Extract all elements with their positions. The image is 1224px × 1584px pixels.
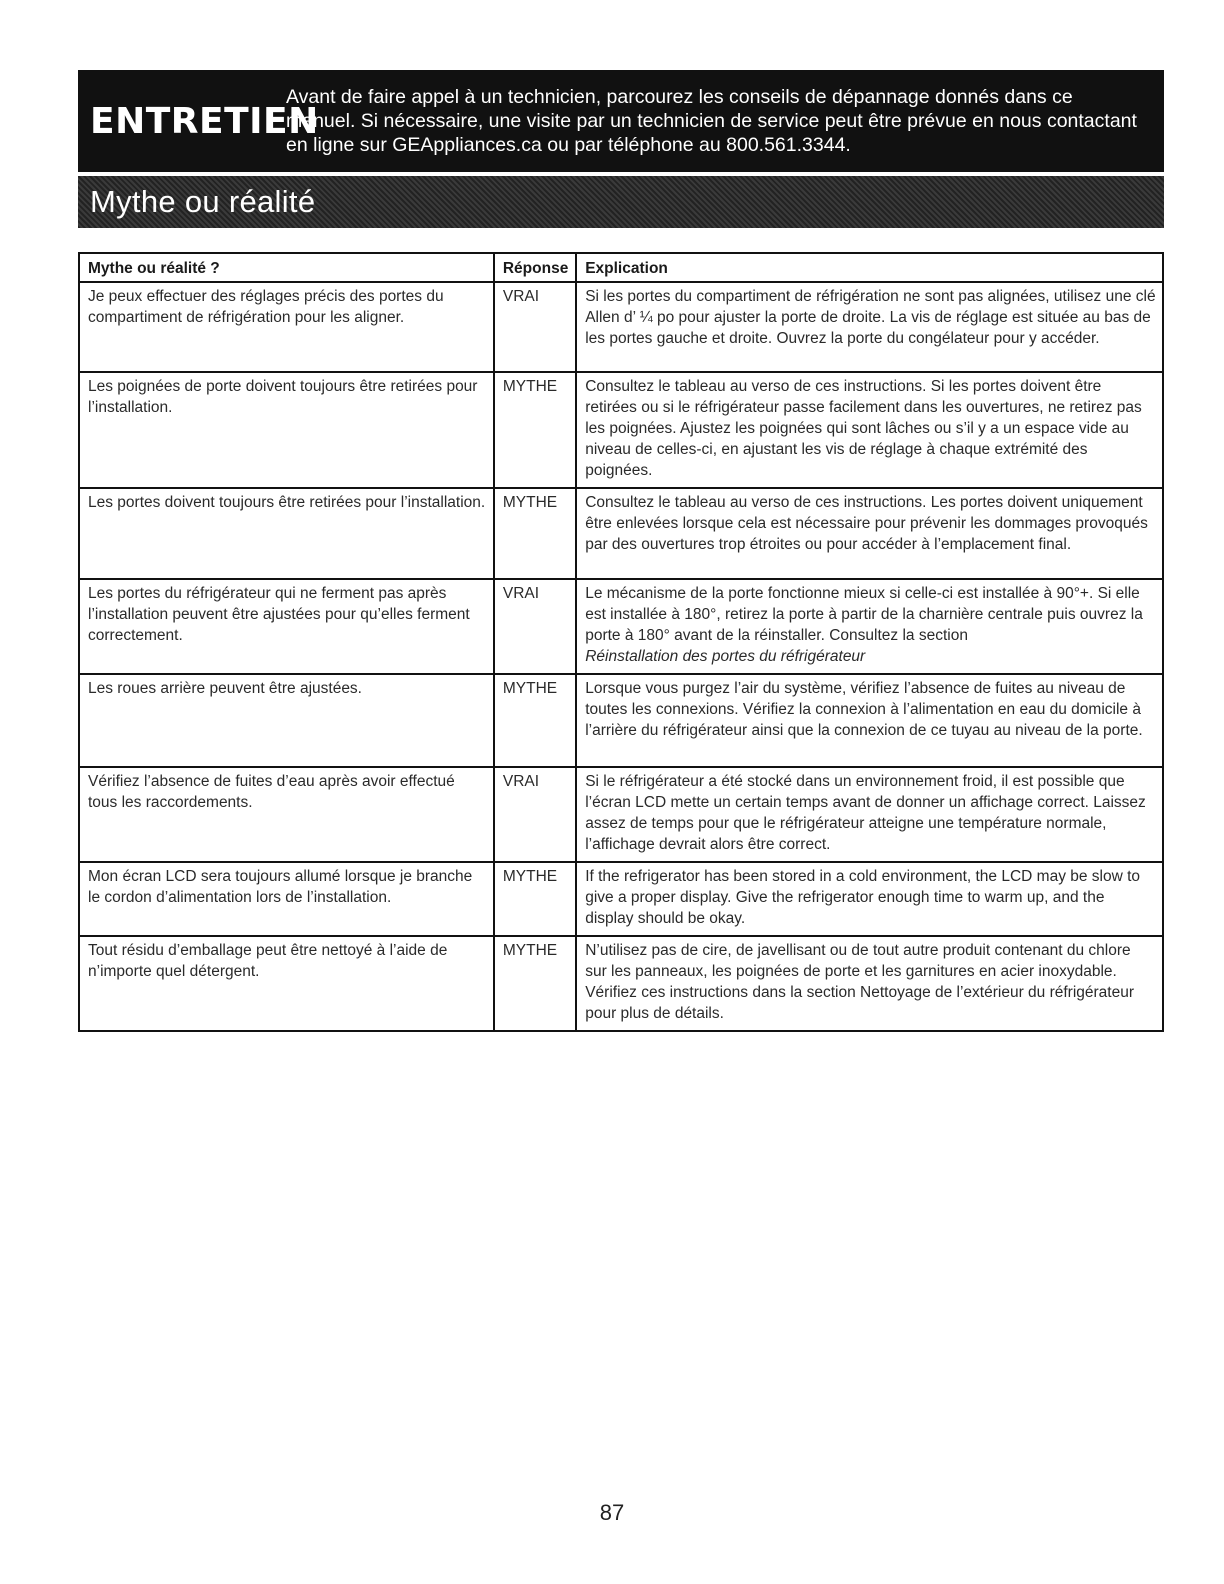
myth-cell: Vérifiez l’absence de fuites d’eau après avoir effectué tous les raccordements. xyxy=(79,767,494,862)
header-answer: Réponse xyxy=(494,253,576,282)
myth-cell: Je peux effectuer des réglages précis des portes du compartiment de réfrigération pour les aligner. xyxy=(79,282,494,372)
answer-cell: MYTHE xyxy=(494,936,576,1031)
explanation-cell: Si les portes du compartiment de réfrigération ne sont pas alignées, utilisez une clé Allen d’ ¼ po pour ajuster la porte de droite. La vis de réglage est située au bas de les portes gauche et droite. Ouvrez la porte du congélateur pour y accéder. xyxy=(576,282,1163,372)
myth-cell: Les portes doivent toujours être retirées pour l’installation. xyxy=(79,488,494,579)
section-reference: Réinstallation des portes du réfrigérateur xyxy=(585,648,866,665)
table-row xyxy=(79,579,1163,674)
answer-cell: MYTHE xyxy=(494,488,576,579)
explanation-text: Le mécanisme de la porte fonctionne mieux si celle-ci est installée à 90°+. Si elle est installée à 180°, retirez la porte à partir de la charnière centrale puis ouvrez la porte à 180° avant de la réinstaller. Consultez la section xyxy=(585,585,1143,644)
myth-cell: Les portes du réfrigérateur qui ne ferment pas après l’installation peuvent être ajustées pour qu’elles ferment correctement. xyxy=(79,579,494,674)
explanation-cell: If the refrigerator has been stored in a cold environment, the LCD may be slow to give a proper display. Give the refrigerator enough time to warm up, and the display should be okay. xyxy=(576,862,1163,936)
page-title: Mythe ou réalité xyxy=(90,184,316,219)
intro-text: Avant de faire appel à un technicien, parcourez les conseils de dépannage donnés dans ce manuel. Si nécessaire, une visite par un technicien de service peut être prévue en nous contactant en ligne sur GEAppliances.ca ou par téléphone au 800.561.3344. xyxy=(286,86,1137,156)
page-number: 87 xyxy=(599,1500,625,1525)
explanation-cell: N’utilisez pas de cire, de javellisant ou de tout autre produit contenant du chlore sur les panneaux, les poignées de porte et les garnitures en acier inoxydable. Vérifiez ces instructions dans la section Nettoyage de l’extérieur du réfrigérateur pour plus de détails. xyxy=(576,936,1163,1031)
explanation-cell: Consultez le tableau au verso de ces instructions. Les portes doivent uniquement être enlevées lorsque cela est nécessaire pour prévenir les dommages provoqués par des ouvertures trop étroites ou pour accéder à l’emplacement final. xyxy=(576,488,1163,579)
explanation-cell xyxy=(576,579,1163,674)
myth-cell: Les roues arrière peuvent être ajustées. xyxy=(79,674,494,767)
myth-reality-table xyxy=(78,252,1164,1032)
explanation-cell: Lorsque vous purgez l’air du système, vérifiez l’absence de fuites au niveau de toutes les connexions. Vérifiez la connexion à l’alimentation en eau du domicile à l’arrière du réfrigérateur ainsi que la connexion de ce tuyau au niveau de la porte. xyxy=(576,674,1163,767)
answer-cell: VRAI xyxy=(494,282,576,372)
explanation-cell: Si le réfrigérateur a été stocké dans un environnement froid, il est possible que l’écran LCD mette un certain temps avant de donner un affichage correct. Laissez assez de temps pour que le réfrigérateur atteigne une température normale, l’affichage devrait alors être correct. xyxy=(576,767,1163,862)
table-row xyxy=(79,372,1163,488)
myth-cell: Tout résidu d’emballage peut être nettoyé à l’aide de n’importe quel détergent. xyxy=(79,936,494,1031)
table-row xyxy=(79,936,1163,1031)
table-row xyxy=(79,767,1163,862)
answer-cell: VRAI xyxy=(494,579,576,674)
answer-cell: MYTHE xyxy=(494,372,576,488)
header-myth: Mythe ou réalité ? xyxy=(79,253,494,282)
title-band xyxy=(78,176,1164,228)
section-header-band xyxy=(78,70,1164,172)
answer-cell: VRAI xyxy=(494,767,576,862)
table-row xyxy=(79,488,1163,579)
table-row xyxy=(79,862,1163,936)
explanation-cell: Consultez le tableau au verso de ces instructions. Si les portes doivent être retirées ou si le réfrigérateur passe facilement dans les ouvertures, ne retirez pas les poignées. Ajustez les poignées qui sont lâches ou s’il y a un espace vide au niveau de celles-ci, en ajustant les vis de réglage à chaque extrémité des poignées. xyxy=(576,372,1163,488)
myth-cell: Les poignées de porte doivent toujours être retirées pour l’installation. xyxy=(79,372,494,488)
answer-cell: MYTHE xyxy=(494,862,576,936)
answer-cell: MYTHE xyxy=(494,674,576,767)
section-name: ENTRETIEN xyxy=(90,100,319,142)
header-explanation: Explication xyxy=(576,253,1163,282)
table-row xyxy=(79,674,1163,767)
myth-cell: Mon écran LCD sera toujours allumé lorsque je branche le cordon d’alimentation lors de l’installation. xyxy=(79,862,494,936)
table-row xyxy=(79,282,1163,372)
table-header-row xyxy=(79,253,1163,282)
